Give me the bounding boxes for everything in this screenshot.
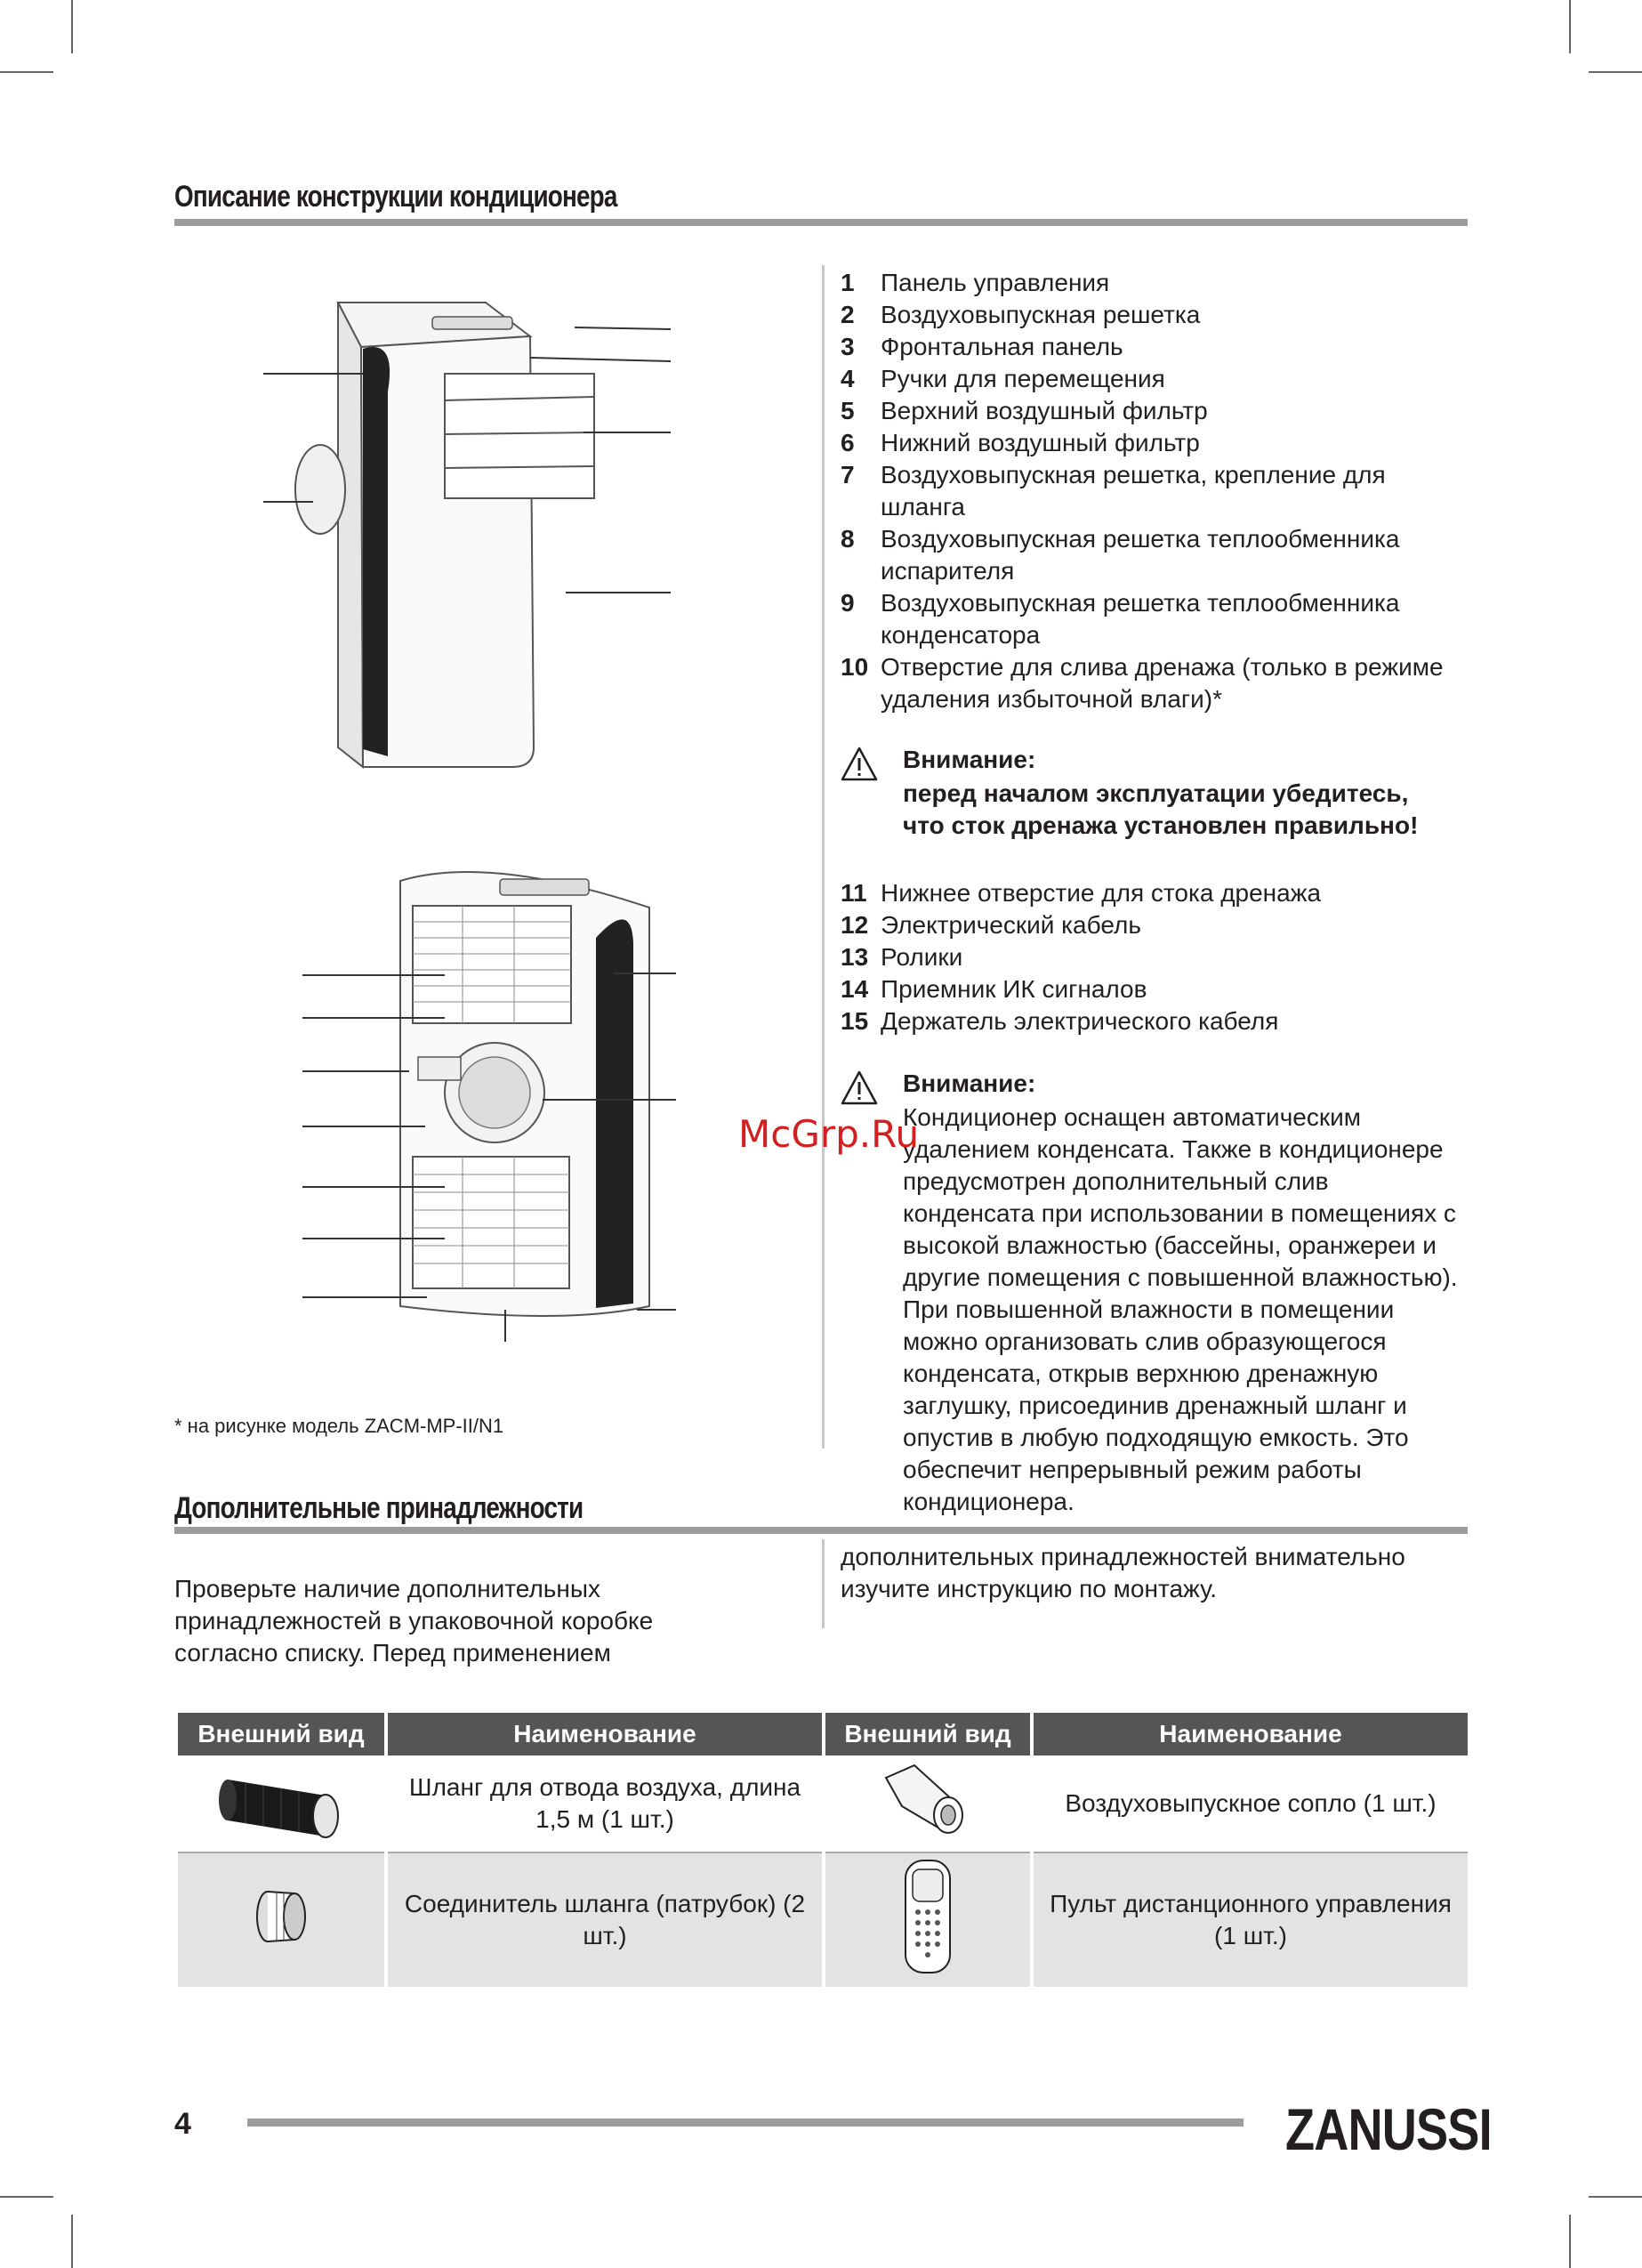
warning-box <box>841 746 1463 852</box>
list-item: 11 Нижнее отверстие для стока дренажа <box>841 879 1322 907</box>
table-cell: Пульт дистанционного управления (1 шт.) <box>1032 1852 1468 1989</box>
list-item: 8 Воздуховыпускная решетка теплообменника испарителя <box>841 525 1400 585</box>
crop-mark <box>0 71 53 73</box>
list-item: 4 Ручки для перемещения <box>841 365 1165 392</box>
crop-mark <box>71 0 73 53</box>
brand-logo: ZANUSSI <box>1285 2096 1492 2162</box>
column-divider <box>822 265 825 1449</box>
intro-left: Проверьте наличие дополнительных принадлежностей в упаковочной коробке согласно списку. Перед применением <box>174 1575 654 1667</box>
table-cell-image <box>824 1852 1032 1989</box>
section-title-accessories: Дополнительные принадлежности <box>174 1491 584 1525</box>
warning-box <box>841 1069 1463 1515</box>
table-cell: Воздуховыпускное сопло (1 шт.) <box>1032 1755 1468 1852</box>
page-number: 4 <box>174 2107 191 2141</box>
warning-title: Внимание: <box>903 1069 1036 1097</box>
section-title-design: Описание конструкции кондиционера <box>174 180 617 214</box>
warning-text: перед началом эксплуатации убедитесь, что сток дренажа установлен правильно! <box>903 779 1419 839</box>
list-item: 6 Нижний воздушный фильтр <box>841 429 1200 456</box>
list-item: 15 Держатель электрического кабеля <box>841 1007 1279 1035</box>
list-item: 7 Воздуховыпускная решетка, крепление для шланга <box>841 461 1386 521</box>
section-rule <box>174 219 1468 226</box>
figure-note: * на рисунке модель ZACM-MP-II/N1 <box>174 1415 504 1437</box>
warning-icon <box>841 1069 878 1107</box>
table-cell-image <box>178 1755 386 1852</box>
footer-rule <box>247 2119 1244 2127</box>
nozzle-icon <box>879 1760 977 1840</box>
crop-mark <box>1589 71 1642 73</box>
list-item: 9 Воздуховыпускная решетка теплообменника конденсатора <box>841 589 1400 649</box>
parts-list-2 <box>841 877 1503 1037</box>
hose-icon <box>210 1760 352 1840</box>
warning-text: Кондиционер оснащен автоматическим удалением конденсата. Также в кондиционере предусмотрен дополнительный слив конденсата при использовании в помещениях с высокой влажностью (бассейны, оранжереи и другие помещения с повышенной влажностью). При повышенной влажности в помещении можно организовать слив образующегося конденсата, открыв верхнюю дренажную заглушку, присоединив дренажный шланг и опустив в любую подходящую емкость. Это обеспечит непрерывный режим работы кондиционера. <box>903 1103 1458 1515</box>
list-item: 3 Фронтальная панель <box>841 333 1123 360</box>
crop-mark <box>0 2196 53 2198</box>
table-header: Наименование <box>386 1713 824 1755</box>
table-header: Внешний вид <box>824 1713 1032 1755</box>
table-row <box>178 1852 1468 1989</box>
list-item: 10 Отверстие для слива дренажа (только в режиме удаления избыточной влаги)* <box>841 653 1444 713</box>
accessories-table <box>178 1713 1468 1990</box>
watermark: McGrp.Ru <box>738 1112 920 1156</box>
parts-list <box>841 267 1503 715</box>
section-rule <box>174 1527 1468 1534</box>
table-cell: Шланг для отвода воздуха, длина 1,5 м (1 шт.) <box>386 1755 824 1852</box>
table-cell: Соединитель шланга (патрубок) (2 шт.) <box>386 1852 824 1989</box>
crop-mark <box>1569 2215 1571 2268</box>
list-item: 12 Электрический кабель <box>841 911 1141 939</box>
list-item: 5 Верхний воздушный фильтр <box>841 397 1208 424</box>
crop-mark <box>1569 0 1571 53</box>
table-header: Наименование <box>1032 1713 1468 1755</box>
intro-right: дополнительных принадлежностей внимательно изучите инструкцию по монтажу. <box>841 1543 1405 1602</box>
front-view-illustration <box>263 285 681 783</box>
column-divider <box>822 1539 825 1628</box>
list-item: 2 Воздуховыпускная решетка <box>841 301 1201 328</box>
warning-icon <box>841 746 878 783</box>
warning-title: Внимание: <box>903 746 1036 773</box>
table-cell-image <box>824 1755 1032 1852</box>
table-header: Внешний вид <box>178 1713 386 1755</box>
connector-icon <box>241 1881 321 1952</box>
list-item: 13 Ролики <box>841 943 963 971</box>
table-cell-image <box>178 1852 386 1989</box>
remote-icon <box>897 1857 959 1976</box>
list-item: 14 Приемник ИК сигналов <box>841 975 1147 1003</box>
table-row <box>178 1755 1468 1852</box>
list-item: 1 Панель управления <box>841 269 1110 296</box>
back-view-illustration <box>294 854 685 1352</box>
crop-mark <box>1589 2196 1642 2198</box>
crop-mark <box>71 2215 73 2268</box>
